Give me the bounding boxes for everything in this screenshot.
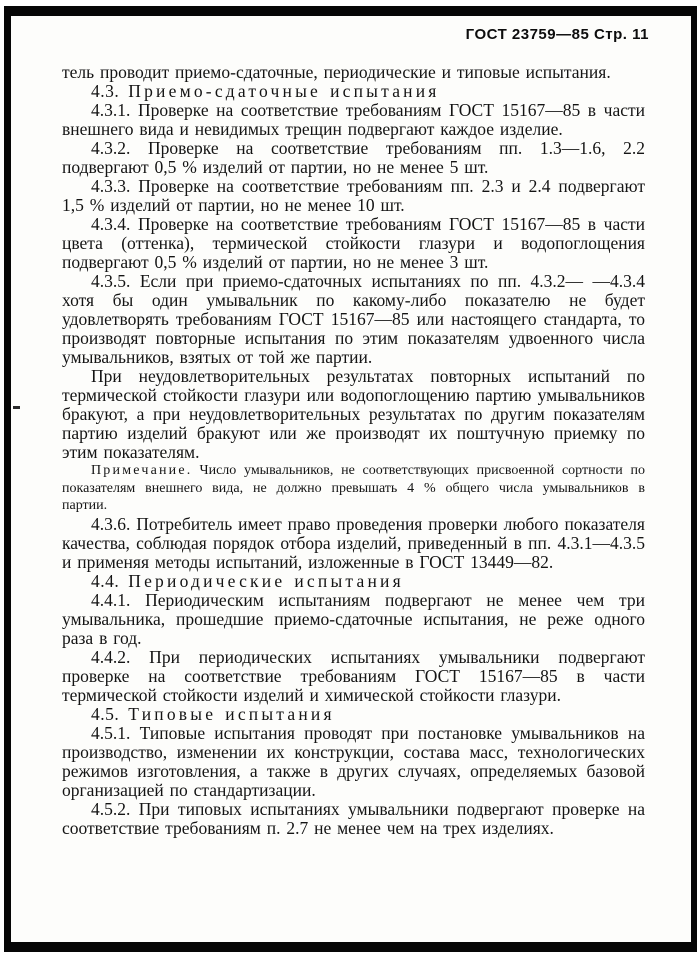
page-header [11,16,691,43]
paragraph-4-3-5: 4.3.5. Если при приемо-сдаточных испытаниях по пп. 4.3.2— —4.3.4 хотя бы один умывальник по какому-либо показателю не будет удовлетворять требованиям ГОСТ 15167—85 или настоящего стандарта, то производят повторные испытания по этим показателям удвоенного числа умывальников, взятых от той же партии. [62,271,645,367]
section-number: 4.3. [91,81,120,101]
section-heading-4-5 [62,705,645,724]
doc-number-page-label: ГОСТ 23759—85 Стр. 11 [465,26,649,43]
paragraph-4-5-2: 4.5.2. При типовых испытаниях умывальники подвергают проверке на соответствие требованиям п. 2.7 не менее чем на трех изделиях. [62,798,645,838]
note-text: Число умывальников, не соответствующих присвоенной сортности по показателям внешнего вида, не должно превышать 4 % общего числа умывальников в партии. [62,463,645,513]
scan-border [4,6,697,952]
section-title: Приемо-сдаточные испытания [128,81,440,101]
document-page [11,16,691,942]
note-paragraph [62,462,645,515]
paragraph-4-3-6: 4.3.6. Потребитель имеет право проведения проверки любого показателя качества, соблюдая порядок отбора изделий, приведенный в пп. 4.3.1—4.3.5 и применяя методы испытаний, изложенные в ГОСТ 13449—82. [62,513,645,572]
paragraph-4-3-3: 4.3.3. Проверке на соответствие требованиям пп. 2.3 и 2.4 подвергают 1,5 % изделий от партии, но не менее 10 шт. [62,176,645,215]
paragraph-4-4-1: 4.4.1. Периодическим испытаниям подвергают не менее чем три умывальника, прошедшие приемо-сдаточные испытания, не реже одного раза в год. [62,589,645,648]
paragraph-4-5-1: 4.5.1. Типовые испытания проводят при постановке умывальников на производство, изменении их конструкции, состава масс, технологических режимов изготовления, а также в других случаях, определяемых базовой организацией по стандартизации. [62,722,645,800]
section-heading-4-4 [62,572,645,591]
section-number: 4.5. [91,703,120,724]
note-label: Примечание. [91,463,193,478]
section-title: Периодические испытания [128,570,404,591]
paragraph-4-3-4: 4.3.4. Проверке на соответствие требованиям ГОСТ 15167—85 в части цвета (оттенка), термической стойкости глазури и водопоглощения подвергают 0,5 % изделий от партии, но не менее 3 шт. [62,214,645,272]
section-heading-4-3 [62,82,645,101]
paragraph-4-3-2: 4.3.2. Проверке на соответствие требованиям пп. 1.3—1.6, 2.2 подвергают 0,5 % изделий от партии, но не менее 5 шт. [62,138,645,177]
paragraph-continuation: тель проводит приемо-сдаточные, периодические и типовые испытания. [62,62,611,82]
section-number: 4.4. [91,570,120,591]
paragraph-4-3-5-continued: При неудовлетворительных результатах повторных испытаний по термической стойкости глазури или водопоглощению партию умывальников бракуют, а при неудовлетворительных результатах по другим показателям партию изделий бракуют или же производят их поштучную приемку по этим показателям. [62,366,645,462]
paragraph-4-3-1: 4.3.1. Проверке на соответствие требованиям ГОСТ 15167—85 в части внешнего вида и невидимых трещин подвергают каждое изделие. [62,100,645,139]
document-body [62,63,645,838]
scan-speck [13,406,20,409]
paragraph-4-4-2: 4.4.2. При периодических испытаниях умывальники подвергают проверке на соответствие требованиям ГОСТ 15167—85 в части термической стойкости изделий и химической стойкости глазури. [62,646,645,705]
section-title: Типовые испытания [128,703,335,724]
